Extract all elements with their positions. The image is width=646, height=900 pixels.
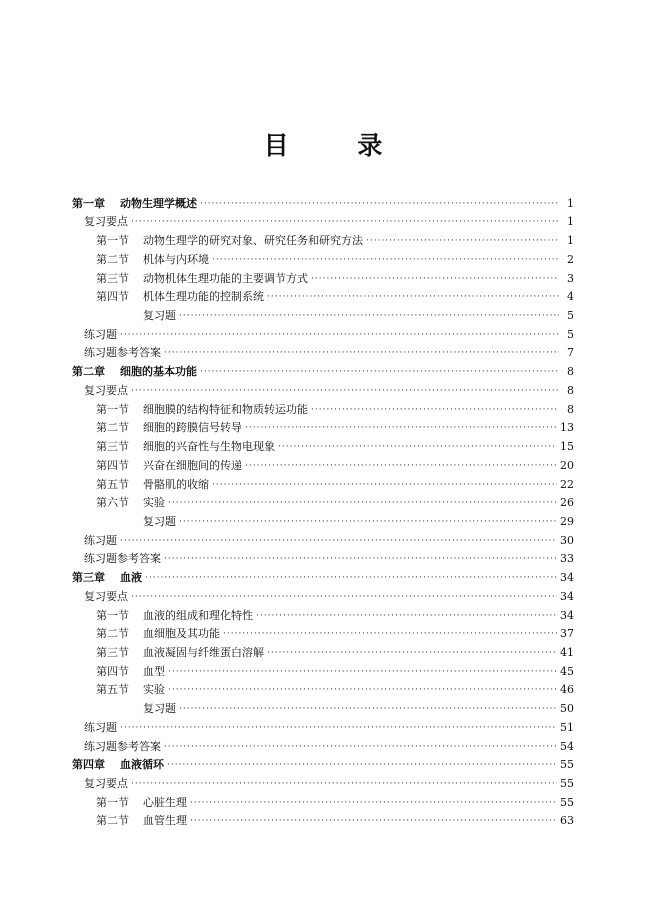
toc-dot-leader — [131, 590, 557, 604]
toc-entry — [72, 548, 574, 567]
toc-entry — [72, 604, 574, 623]
toc-entry-title: 细胞的兴奋性与生物电现象 — [143, 440, 275, 454]
toc-entry-number: 第二节 — [96, 252, 129, 266]
toc-entry-number: 第五节 — [96, 477, 129, 491]
toc-entry-page: 63 — [560, 814, 574, 828]
toc-entry — [72, 267, 574, 286]
toc-dot-leader — [131, 777, 557, 791]
toc-dot-leader — [190, 814, 557, 828]
toc-entry — [72, 192, 574, 211]
toc-entry-page: 41 — [560, 645, 574, 659]
toc-entry-title: 练习题 — [84, 327, 117, 341]
toc-entry-page: 34 — [560, 571, 574, 585]
toc-entry-page: 30 — [560, 533, 574, 547]
toc-entry — [72, 566, 574, 585]
toc-dot-leader — [164, 740, 557, 754]
toc-entry-page: 5 — [567, 309, 574, 323]
toc-entry-number: 第四节 — [96, 290, 129, 304]
toc-dot-leader — [120, 328, 559, 342]
toc-entry-page: 55 — [560, 777, 574, 790]
toc-entry-number: 第二节 — [96, 627, 129, 641]
toc-dot-leader — [120, 721, 557, 735]
toc-entry — [72, 585, 574, 604]
toc-dot-leader — [145, 571, 557, 585]
toc-entry-page: 55 — [560, 795, 574, 809]
page-title: 目 录 — [263, 131, 413, 160]
toc-entry — [72, 286, 574, 305]
toc-entry-page: 4 — [567, 290, 574, 304]
toc-entry — [72, 211, 574, 230]
toc-entry — [72, 248, 574, 267]
table-of-contents — [72, 192, 574, 828]
toc-dot-leader — [168, 496, 557, 510]
toc-dot-leader — [200, 365, 559, 379]
toc-entry-number: 第一章 — [72, 196, 105, 210]
toc-entry — [72, 660, 574, 679]
toc-dot-leader — [168, 665, 557, 679]
toc-entry-title: 细胞膜的结构特征和物质转运功能 — [143, 402, 308, 416]
toc-entry-page: 54 — [560, 739, 574, 753]
toc-entry-page: 50 — [560, 702, 574, 716]
toc-entry-title: 血液的组成和理化特性 — [143, 608, 253, 622]
toc-entry-page: 13 — [560, 421, 574, 435]
toc-entry — [72, 435, 574, 454]
toc-entry-title: 练习题参考答案 — [84, 346, 161, 360]
toc-entry-title: 动物生理学概述 — [120, 196, 197, 210]
toc-dot-leader — [179, 515, 557, 529]
toc-entry-title: 复习题 — [143, 702, 176, 716]
toc-dot-leader — [200, 197, 559, 211]
toc-entry — [72, 510, 574, 529]
toc-entry-title: 练习题参考答案 — [84, 552, 161, 566]
toc-entry — [72, 304, 574, 323]
toc-entry-page: 1 — [567, 196, 574, 210]
toc-dot-leader — [212, 478, 557, 492]
toc-entry-page: 8 — [567, 402, 574, 416]
toc-entry-title: 机体与内环境 — [143, 252, 209, 266]
toc-entry — [72, 229, 574, 248]
toc-dot-leader — [256, 609, 557, 623]
toc-entry-title: 动物机体生理功能的主要调节方式 — [143, 271, 308, 285]
toc-entry — [72, 772, 574, 791]
toc-entry-title: 血液 — [120, 571, 142, 585]
toc-entry-page: 45 — [560, 664, 574, 678]
toc-entry-page: 29 — [560, 514, 574, 528]
toc-entry-number: 第三节 — [96, 440, 129, 454]
toc-entry-title: 实验 — [143, 683, 165, 697]
toc-dot-leader — [131, 384, 559, 398]
toc-entry-page: 5 — [567, 327, 574, 341]
toc-entry — [72, 716, 574, 735]
toc-entry — [72, 735, 574, 754]
toc-dot-leader — [190, 796, 557, 810]
toc-entry — [72, 454, 574, 473]
toc-entry-page: 8 — [567, 365, 574, 379]
toc-entry-number: 第四节 — [96, 458, 129, 472]
toc-entry — [72, 754, 574, 773]
toc-entry-page: 7 — [567, 346, 574, 360]
toc-entry-page: 20 — [560, 458, 574, 472]
toc-entry-title: 血液循环 — [120, 758, 164, 772]
toc-entry-title: 复习要点 — [84, 589, 128, 603]
toc-dot-leader — [267, 646, 557, 660]
toc-entry-number: 第一节 — [96, 608, 129, 622]
toc-entry-page: 46 — [560, 683, 574, 697]
toc-entry-title: 复习题 — [143, 514, 176, 528]
toc-entry-page: 37 — [560, 627, 574, 641]
toc-entry — [72, 473, 574, 492]
toc-entry — [72, 679, 574, 698]
toc-entry-title: 复习要点 — [84, 215, 128, 229]
toc-entry-page: 2 — [567, 252, 574, 266]
toc-entry-title: 兴奋在细胞间的传递 — [143, 458, 242, 472]
toc-dot-leader — [212, 253, 559, 267]
toc-entry-page: 3 — [567, 271, 574, 285]
toc-dot-leader — [164, 346, 559, 360]
toc-entry-title: 血液凝固与纤维蛋白溶解 — [143, 645, 264, 659]
toc-entry — [72, 342, 574, 361]
toc-entry — [72, 398, 574, 417]
toc-entry-number: 第二节 — [96, 814, 129, 828]
toc-entry — [72, 492, 574, 511]
toc-dot-leader — [168, 683, 557, 697]
toc-entry — [72, 323, 574, 342]
toc-entry — [72, 641, 574, 660]
toc-entry-page: 1 — [567, 234, 574, 248]
toc-entry-number: 第二章 — [72, 365, 105, 379]
toc-dot-leader — [223, 627, 557, 641]
toc-entry-page: 33 — [560, 552, 574, 566]
toc-dot-leader — [179, 702, 557, 716]
toc-entry-title: 骨骼肌的收缩 — [143, 477, 209, 491]
toc-entry-title: 复习要点 — [84, 777, 128, 790]
toc-entry-title: 机体生理功能的控制系统 — [143, 290, 264, 304]
toc-dot-leader — [311, 403, 559, 417]
toc-dot-leader — [366, 234, 559, 248]
toc-entry-title: 练习题 — [84, 720, 117, 734]
toc-dot-leader — [267, 290, 559, 304]
toc-dot-leader — [120, 534, 557, 548]
toc-entry-page: 26 — [560, 496, 574, 510]
toc-entry — [72, 791, 574, 810]
toc-entry-number: 第五节 — [96, 683, 129, 697]
toc-entry-page: 22 — [560, 477, 574, 491]
toc-entry-page: 55 — [560, 758, 574, 772]
toc-entry-number: 第一节 — [96, 795, 129, 809]
toc-dot-leader — [311, 272, 559, 286]
toc-dot-leader — [245, 459, 557, 473]
toc-entry-title: 细胞的基本功能 — [120, 365, 197, 379]
toc-entry-title: 复习题 — [143, 309, 176, 323]
toc-entry-page: 8 — [567, 383, 574, 397]
toc-entry-number: 第二节 — [96, 421, 129, 435]
toc-entry-title: 复习要点 — [84, 383, 128, 397]
toc-entry-number: 第一节 — [96, 234, 129, 248]
toc-dot-leader — [167, 758, 557, 772]
toc-entry-page: 34 — [560, 608, 574, 622]
toc-entry-number: 第四节 — [96, 664, 129, 678]
toc-entry-title: 细胞的跨膜信号转导 — [143, 421, 242, 435]
toc-entry — [72, 529, 574, 548]
toc-entry-number: 第三章 — [72, 571, 105, 585]
toc-entry — [72, 810, 574, 829]
toc-entry-title: 心脏生理 — [143, 795, 187, 809]
toc-entry-page: 1 — [567, 215, 574, 229]
toc-entry-title: 练习题 — [84, 533, 117, 547]
toc-entry-page: 51 — [560, 720, 574, 734]
toc-entry-number: 第三节 — [96, 271, 129, 285]
toc-entry — [72, 697, 574, 716]
toc-dot-leader — [278, 440, 557, 454]
toc-entry-title: 练习题参考答案 — [84, 739, 161, 753]
toc-dot-leader — [131, 215, 559, 229]
toc-entry — [72, 623, 574, 642]
toc-dot-leader — [164, 552, 557, 566]
toc-entry-title: 血细胞及其功能 — [143, 627, 220, 641]
toc-entry — [72, 417, 574, 436]
toc-entry-number: 第一节 — [96, 402, 129, 416]
toc-entry-number: 第四章 — [72, 758, 105, 772]
toc-entry — [72, 379, 574, 398]
toc-dot-leader — [245, 421, 557, 435]
toc-entry-number: 第六节 — [96, 496, 129, 510]
toc-entry-page: 34 — [560, 589, 574, 603]
toc-entry-title: 血管生理 — [143, 814, 187, 828]
toc-entry-title: 动物生理学的研究对象、研究任务和研究方法 — [143, 234, 363, 248]
toc-dot-leader — [179, 309, 559, 323]
toc-entry-title: 血型 — [143, 664, 165, 678]
toc-entry — [72, 360, 574, 379]
toc-entry-number: 第三节 — [96, 645, 129, 659]
toc-entry-title: 实验 — [143, 496, 165, 510]
toc-entry-page: 15 — [560, 440, 574, 454]
